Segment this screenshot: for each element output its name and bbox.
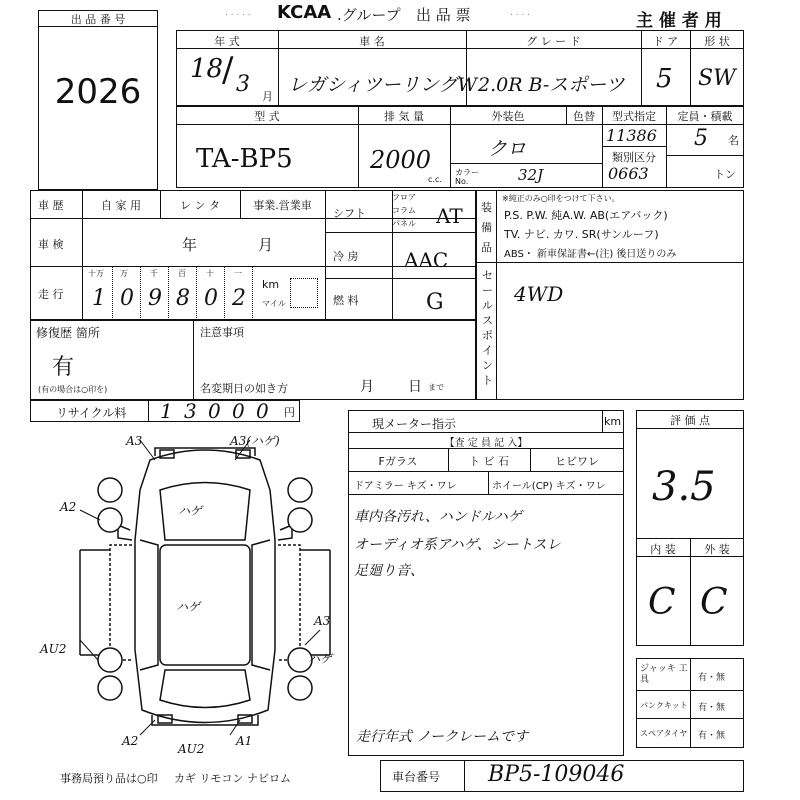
f-glass-label: Fガラス — [378, 455, 418, 468]
shift-floor: フロア — [392, 193, 416, 202]
meter-km: km — [604, 415, 622, 428]
exterior-label: 外 装 — [704, 543, 730, 556]
note-line-3: 足廻り音、 — [354, 563, 424, 579]
car-value: レガシィツーリングW — [288, 74, 478, 96]
tobi-label: ト ビ 石 — [469, 455, 509, 468]
grade-value: 2.0R B-スポーツ — [478, 74, 625, 96]
grade-label: グ レ ー ド — [526, 35, 581, 48]
note-line-4: 走行年式 ノークレームです — [356, 729, 529, 745]
color-no-label: カラー No. — [455, 168, 479, 186]
jack-label: ジャッキ 工 具 — [640, 664, 688, 685]
shift-panel: パネル — [392, 219, 416, 228]
equip-label: 装備品 — [481, 201, 492, 254]
chassis-label: 車台番号 — [392, 770, 441, 784]
history-opt-rental: レ ン タ — [180, 199, 220, 212]
color-no-value: 32J — [518, 166, 544, 184]
mileage-digit-2: 0 — [120, 286, 134, 311]
fuel-label: 燃 料 — [333, 294, 359, 307]
model-value: TA-BP5 — [196, 144, 293, 174]
mark-right-rear-2: ハゲ — [308, 652, 333, 666]
mile-unit: マイル — [262, 299, 286, 308]
mark-left-rear: AU2 — [40, 642, 67, 656]
month-value: 3 — [236, 72, 250, 97]
dotted-marks-2: . . . . — [510, 8, 531, 18]
doc-title: 出 品 票 — [416, 6, 471, 24]
mark-hood: ハゲ — [178, 504, 203, 518]
model-label: 型 式 — [254, 110, 280, 123]
score-value: 3.5 — [652, 464, 716, 510]
repair-value: 有 — [52, 355, 75, 380]
disp-label: 排 気 量 — [384, 110, 424, 123]
recycle-digit-2: 3 — [184, 399, 197, 423]
mileage-digit-1: 1 — [92, 286, 106, 311]
note-line-1: 車内各汚れ、ハンドルハゲ — [354, 509, 522, 525]
wheel-label: ホイール(CP) キズ・ワレ — [492, 481, 606, 492]
jack-yesno: 有・無 — [698, 673, 726, 683]
puncture-label: パンクキット — [640, 701, 688, 710]
name-change-label: 名変期日の如き方 — [200, 382, 288, 395]
brand-logo: KCAA — [277, 2, 332, 23]
digit-label-1: 一 — [234, 269, 242, 278]
digit-label-10k: 万 — [120, 269, 128, 278]
inspector-label: 【査 定 員 記 入】 — [444, 438, 528, 449]
sales-label: セールスポイント — [482, 269, 493, 387]
mark-roof: ハゲ — [176, 600, 201, 614]
shift-column: コラム — [392, 206, 416, 215]
mark-rear-center: AU2 — [178, 742, 205, 756]
equip-line3: ABS・ 新車保証書←(注) 後日送りのみ — [504, 249, 677, 260]
mark-left-front: A2 — [60, 500, 77, 514]
mileage-digit-5: 0 — [204, 286, 218, 311]
equip-note: ※純正のみ○印をつけて下さい。 — [502, 194, 620, 203]
mirror-label: ドアミラー キズ・ワレ — [354, 481, 457, 492]
mile-checkbox[interactable] — [290, 278, 318, 308]
repair-note: (有の場合は○印を) — [38, 385, 108, 394]
recycle-digit-1: 1 — [160, 399, 173, 423]
body-label: 形 状 — [704, 35, 730, 48]
mileage-label: 走 行 — [38, 288, 64, 301]
spare-label: スペアタイヤ — [640, 729, 688, 738]
shift-value: AT — [436, 204, 463, 228]
name-change-month: 月 — [360, 379, 374, 395]
name-change-made: まで — [428, 383, 444, 392]
disp-value: 2000 — [370, 146, 432, 174]
month-unit: 月 — [262, 90, 273, 103]
keys-label: カギ リモコン ナビロム — [174, 772, 291, 785]
puncture-yesno: 有・無 — [698, 703, 726, 713]
exterior-value: C — [700, 582, 728, 623]
category-label: 類別区分 — [612, 151, 656, 164]
cc-unit: c.c. — [428, 175, 442, 184]
ac-value: AAC — [404, 248, 449, 272]
color-change-label: 色替 — [573, 110, 595, 123]
repair-label: 修復歴 箇所 — [36, 326, 100, 340]
car-label: 車 名 — [359, 35, 385, 48]
shaken-month: 月 — [258, 236, 274, 254]
category-value: 0663 — [608, 164, 649, 183]
year-slash: / — [222, 50, 234, 90]
history-opt-private: 自 家 用 — [101, 199, 141, 212]
typespec-value: 11386 — [606, 126, 657, 145]
equip-line1: P.S. P.W. 純A.W. AB(エアバック) — [504, 209, 668, 222]
door-label: ド ア — [652, 35, 679, 48]
interior-label: 内 装 — [650, 543, 676, 556]
name-change-day: 日 — [408, 379, 422, 395]
office-label: 事務局預り品は○印 — [60, 772, 158, 785]
capacity-unit: 名 — [728, 134, 739, 147]
digit-label-100: 百 — [178, 269, 186, 278]
shaken-label: 車 検 — [38, 238, 64, 251]
shift-label: シフト — [333, 207, 366, 220]
digit-label-10: 十 — [206, 269, 214, 278]
body-value: SW — [698, 66, 736, 91]
recycle-digit-4: 0 — [232, 399, 245, 423]
door-value: 5 — [656, 64, 673, 94]
digit-label-1k: 千 — [150, 269, 158, 278]
typespec-label: 型式指定 — [612, 110, 656, 123]
mileage-digit-4: 8 — [176, 286, 190, 311]
mark-rear-right: A1 — [236, 734, 253, 748]
interior-value: C — [648, 582, 676, 623]
chassis-value: BP5-109046 — [488, 762, 625, 787]
fuel-value: G — [426, 290, 444, 315]
color-value: クロ — [488, 138, 527, 160]
mark-front-right: A3(ハゲ) — [230, 434, 280, 448]
hibi-label: ヒビワレ — [555, 455, 599, 468]
equip-line2: TV. ナビ. カワ. SR(サンルーフ) — [504, 228, 659, 241]
organizer-label: 主 催 者 用 — [636, 11, 722, 31]
meter-label: 現メーター指示 — [372, 417, 457, 431]
recycle-label: リサイクル料 — [56, 406, 127, 420]
mileage-digit-3: 9 — [148, 286, 162, 311]
mark-rear-left: A2 — [122, 734, 139, 748]
capacity-label: 定員・積載 — [677, 110, 733, 123]
recycle-digit-3: 0 — [208, 399, 221, 423]
group-label: .グループ — [337, 6, 401, 24]
score-label: 評 価 点 — [670, 414, 710, 427]
lot-label: 出 品 番 号 — [70, 13, 126, 26]
mark-right-rear: A3 — [314, 614, 331, 628]
sales-value: 4WD — [514, 282, 564, 306]
ac-label: 冷 房 — [333, 250, 359, 263]
recycle-digit-5: 0 — [256, 399, 269, 423]
km-unit: km — [262, 278, 280, 291]
digit-label-100k: 十万 — [88, 269, 104, 278]
mark-front-left: A3 — [126, 434, 143, 448]
note-line-2: オーディオ系アハゲ、シートスレ — [354, 537, 561, 553]
year-label: 年 式 — [214, 35, 240, 48]
lot-number: 2026 — [54, 72, 142, 112]
year-value: 18 — [190, 54, 224, 84]
shaken-year: 年 — [182, 236, 198, 254]
spare-yesno: 有・無 — [698, 731, 726, 741]
color-label: 外装色 — [491, 110, 525, 123]
car-diagram — [70, 430, 340, 750]
dotted-marks: . . . . . — [225, 8, 251, 18]
notice-label: 注意事項 — [200, 326, 244, 339]
mileage-digit-6: 2 — [232, 286, 246, 311]
ton-unit: トン — [714, 168, 736, 181]
history-label: 車 歴 — [38, 199, 64, 212]
capacity-value: 5 — [694, 126, 708, 151]
history-opt-business: 事業.営業車 — [253, 199, 312, 212]
recycle-unit: 円 — [284, 406, 295, 419]
